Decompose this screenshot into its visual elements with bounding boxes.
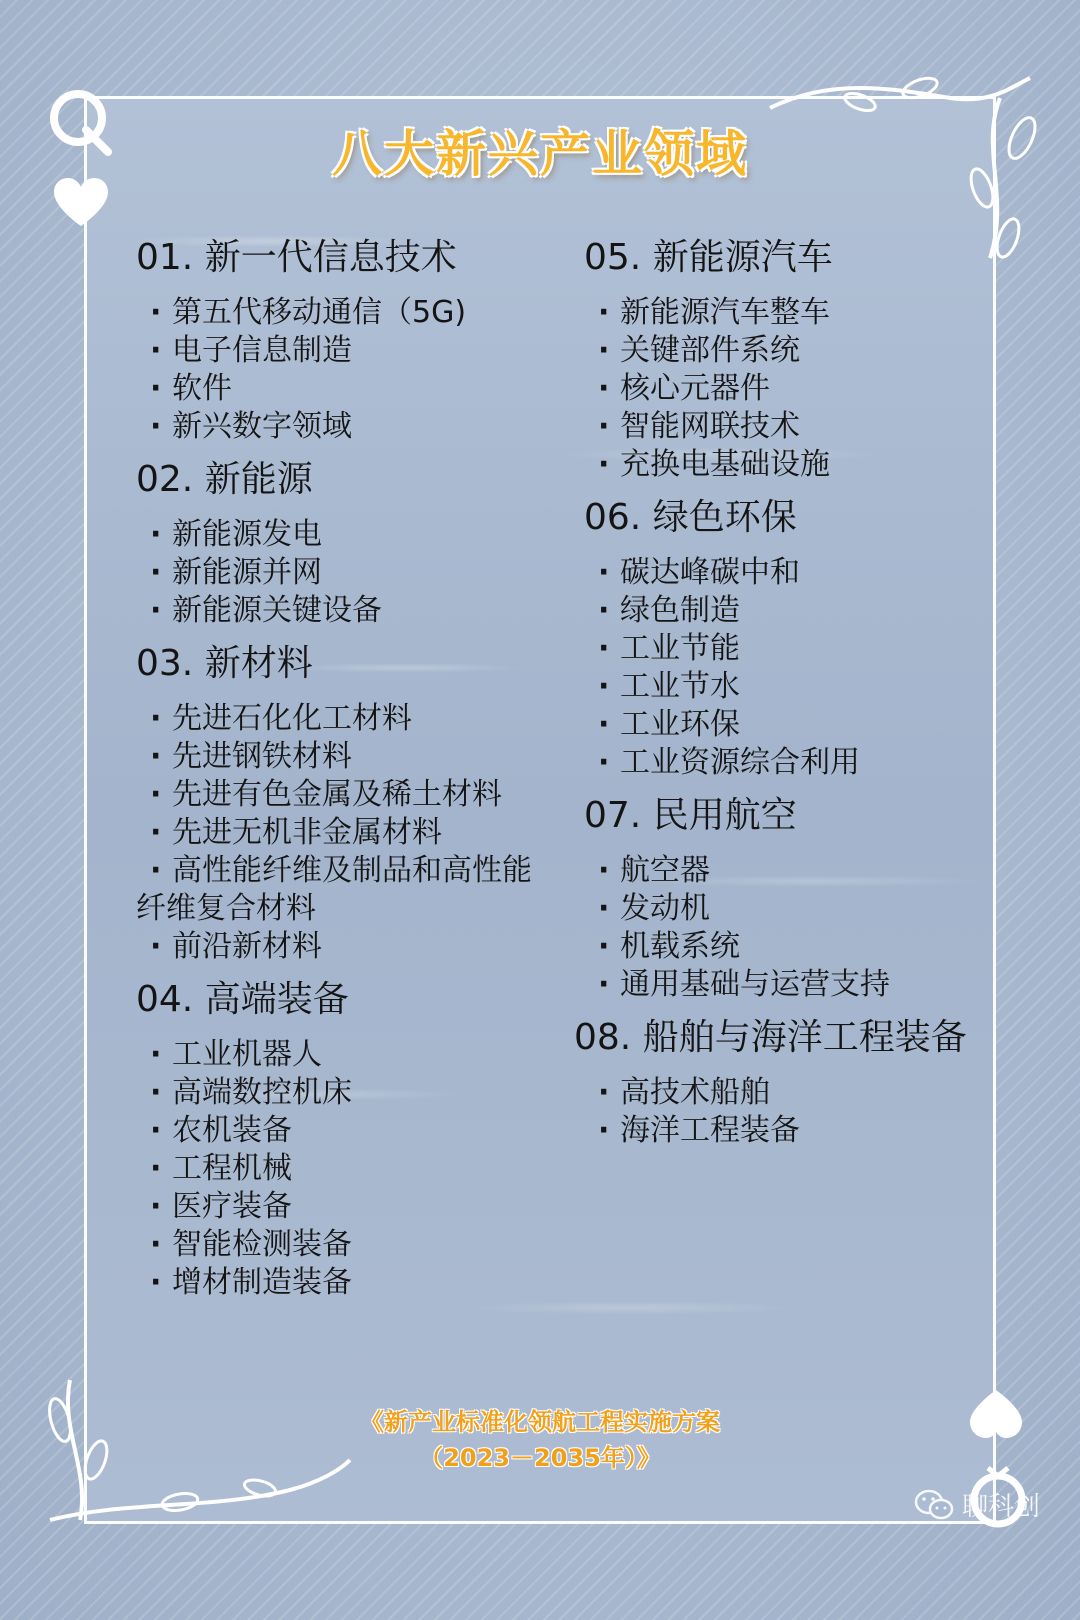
watermark-text: 聊科创 [961,1492,1040,1522]
wechat-icon [914,1488,954,1522]
watermark [914,1486,1040,1523]
list-item: · 海洋工程装备 [584,1112,1004,1150]
list-item: · 新能源关键设备 [136,592,586,630]
list-item: · 发动机 [584,890,1004,928]
section-heading: 02. 新能源 [136,459,313,500]
section-heading: 03. 新材料 [136,643,313,684]
list-item: · 充换电基础设施 [584,446,1004,484]
list-item: · 高技术船舶 [584,1074,1004,1112]
list-item: · 航空器 [584,852,1004,890]
list-item: · 工业机器人 [136,1036,586,1074]
section-02 [136,456,586,630]
section-heading: 01. 新一代信息技术 [136,237,457,278]
list-item: · 智能检测装备 [136,1226,586,1264]
list-item-continuation: 纤维复合材料 [136,891,316,926]
page-title: 八大新兴产业领域 [332,125,748,183]
source-note-line1: 《新产业标准化领航工程实施方案 [360,1408,720,1436]
list-item: · 医疗装备 [136,1188,586,1226]
list-item: · 高性能纤维及制品和高性能 [136,852,586,890]
list-item: · 先进石化化工材料 [136,700,586,738]
list-item: · 第五代移动通信（5G) [136,294,586,332]
list-item: · 关键部件系统 [584,332,1004,370]
section-03 [136,640,586,966]
list-item: · 工程机械 [136,1150,586,1188]
section-01 [136,234,586,446]
section-04 [136,976,586,1302]
source-note [0,1404,1080,1476]
list-item: · 碳达峰碳中和 [584,554,1004,592]
section-08 [574,1014,1004,1150]
list-item: · 工业资源综合利用 [584,744,1004,782]
list-item: · 智能网联技术 [584,408,1004,446]
list-item: · 绿色制造 [584,592,1004,630]
list-item: · 工业节水 [584,668,1004,706]
list-item: · 先进钢铁材料 [136,738,586,776]
list-item: · 先进有色金属及稀土材料 [136,776,586,814]
source-note-line2: （2023－2035年）》 [419,1444,661,1472]
list-item: · 核心元器件 [584,370,1004,408]
section-07 [584,792,1004,1004]
list-item: · 工业节能 [584,630,1004,668]
list-item: · 新兴数字领域 [136,408,586,446]
section-06 [584,494,1004,782]
section-heading: 07. 民用航空 [584,795,797,836]
section-heading: 08. 船舶与海洋工程装备 [574,1017,967,1058]
list-item: · 农机装备 [136,1112,586,1150]
list-item: · 新能源发电 [136,516,586,554]
left-column [136,234,586,1312]
list-item: · 先进无机非金属材料 [136,814,586,852]
list-item: · 机载系统 [584,928,1004,966]
list-item: · 高端数控机床 [136,1074,586,1112]
list-item: · 通用基础与运营支持 [584,966,1004,1004]
list-item: · 新能源汽车整车 [584,294,1004,332]
section-05 [584,234,1004,484]
list-item: · 电子信息制造 [136,332,586,370]
section-heading: 06. 绿色环保 [584,497,797,538]
section-heading: 04. 高端装备 [136,979,349,1020]
list-item: · 新能源并网 [136,554,586,592]
list-item: · 增材制造装备 [136,1264,586,1302]
list-item: · 前沿新材料 [136,928,586,966]
section-heading: 05. 新能源汽车 [584,237,833,278]
right-column [574,234,1004,1160]
list-item: · 软件 [136,370,586,408]
list-item: · 工业环保 [584,706,1004,744]
